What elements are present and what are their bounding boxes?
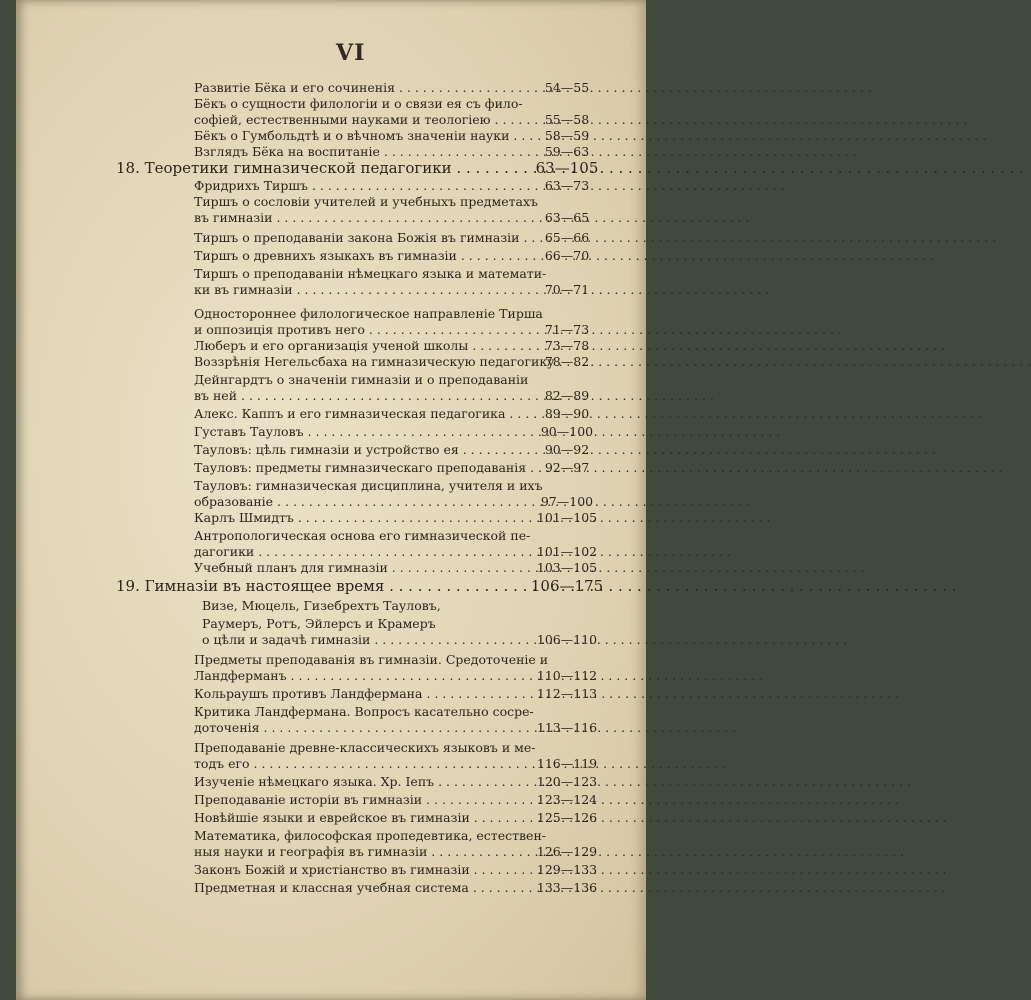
toc-entry-pages: 59—63 (544, 144, 590, 159)
toc-entry-title: Люберъ и его организація ученой школы . . . (194, 338, 516, 354)
toc-entry-title: Взглядъ Бёка на воспитаніе . . . (194, 144, 516, 160)
toc-entry-pages: 101—105 (536, 510, 598, 525)
toc-entry-title: Предметная и классная учебная система . . . (194, 880, 516, 896)
toc-entry-title: Критика Ландфермана. Вопросъ касательно сосре- (194, 704, 534, 719)
toc-entry (16, 282, 646, 298)
toc-entry-title: Изученіе нѣмецкаго языка. Хр. Iепъ . . . (194, 774, 516, 790)
toc-entry (16, 528, 646, 544)
toc-entry (16, 810, 646, 826)
toc-entry-title: Предметы преподаванія въ гимназіи. Средоточеніе и (194, 652, 549, 667)
toc-entry-title: Ландферманъ . . . (194, 668, 516, 684)
toc-entry-title: Тиршъ о древнихъ языкахъ въ гимназіи . . . (194, 248, 516, 264)
toc-entry (16, 792, 646, 808)
toc-entry (16, 598, 646, 614)
toc-entry-title: доточенія . . . (194, 720, 516, 736)
toc-entry-title: Алекс. Каппъ и его гимназическая педагогика . . . (194, 406, 516, 422)
toc-entry-pages: 63—73 (544, 178, 590, 193)
toc-entry (16, 178, 646, 194)
toc-entry (16, 560, 646, 576)
toc-entry-pages: 112—113 (536, 686, 598, 701)
toc-entry-pages: 63—105 (535, 159, 599, 177)
toc-entry (16, 248, 646, 264)
toc-entry (16, 686, 646, 702)
toc-entry-title: въ гимназіи . . . (194, 210, 516, 226)
toc-entry-title: въ ней . . . (194, 388, 516, 404)
toc-entry (16, 128, 646, 144)
toc-entry (16, 372, 646, 388)
toc-entry-title: Тауловъ: предметы гимназическаго преподаванія . . . (194, 460, 516, 476)
toc-entry-pages: 92—97 (544, 460, 590, 475)
toc-entry (16, 160, 646, 176)
toc-entry (16, 388, 646, 404)
toc-entry (16, 510, 646, 526)
toc-entry-title: Кольраушъ противъ Ландфермана . . . (194, 686, 516, 702)
toc-entry-pages: 78—82 (544, 354, 590, 369)
toc-entry (16, 230, 646, 246)
toc-entry (16, 740, 646, 756)
toc-entry (16, 210, 646, 226)
toc-entry-title: Антропологическая основа его гимназической пе- (194, 528, 531, 543)
toc-entry (16, 774, 646, 790)
toc-entry-pages: 126—129 (536, 844, 598, 859)
toc-entry-pages: 116—119 (536, 756, 598, 771)
toc-entry-title: 18. Теоретики гимназической педагогики . . . (116, 160, 516, 176)
book-page (16, 0, 646, 1000)
toc-entry (16, 704, 646, 720)
toc-entry (16, 828, 646, 844)
toc-entry-pages: 125—126 (536, 810, 598, 825)
toc-entry-title: о цѣли и задачѣ гимназіи . . . (202, 632, 516, 648)
toc-entry-pages: 103—105 (536, 560, 598, 575)
toc-entry-title: 19. Гимназіи въ настоящее время . . . (116, 578, 516, 594)
toc-entry-pages: 129—133 (536, 862, 598, 877)
toc-entry-pages: 106—175 (530, 577, 604, 595)
toc-entry-title: ки въ гимназіи . . . (194, 282, 516, 298)
toc-entry-pages: 54—55 (544, 80, 590, 95)
toc-entry (16, 112, 646, 128)
toc-entry (16, 494, 646, 510)
toc-entry (16, 652, 646, 668)
toc-entry-pages: 113—116 (536, 720, 598, 735)
toc-entry (16, 880, 646, 896)
toc-entry-title: Преподаваніе древне-классическихъ языковъ и ме- (194, 740, 536, 755)
toc-entry-pages: 82—89 (544, 388, 590, 403)
toc-entry-title: Тауловъ: цѣль гимназіи и устройство ея . . . (194, 442, 516, 458)
toc-entry-pages: 70—71 (544, 282, 590, 297)
toc-entry-title: Бёкъ о Гумбольдтѣ и о вѣчномъ значеніи науки . . . (194, 128, 516, 144)
toc-entry (16, 406, 646, 422)
toc-entry-title: Тиршъ о сословіи учителей и учебныхъ предметахъ (194, 194, 538, 209)
toc-entry-pages: 71—73 (544, 322, 590, 337)
toc-entry (16, 338, 646, 354)
toc-entry-pages: 55—58 (544, 112, 590, 127)
toc-entry-title: Законъ Божій и христіанство въ гимназіи . . . (194, 862, 516, 878)
toc-entry (16, 578, 646, 594)
table-of-contents (16, 0, 646, 1000)
toc-entry (16, 442, 646, 458)
toc-entry (16, 306, 646, 322)
toc-entry (16, 424, 646, 440)
toc-entry (16, 322, 646, 338)
toc-entry-pages: 101—102 (536, 544, 598, 559)
toc-entry-title: Густавъ Тауловъ . . . (194, 424, 516, 440)
toc-entry-title: Тиршъ о преподаваніи закона Божія въ гимназіи . . . (194, 230, 516, 246)
toc-entry-title: Бёкъ о сущности филологіи и о связи ея съ фило- (194, 96, 523, 111)
toc-entry-pages: 90—92 (544, 442, 590, 457)
toc-entry-title: Карлъ Шмидтъ . . . (194, 510, 516, 526)
toc-entry-pages: 123—124 (536, 792, 598, 807)
toc-entry (16, 632, 646, 648)
toc-entry-title: Раумеръ, Ротъ, Эйлерсъ и Крамеръ (202, 616, 436, 631)
toc-entry-title: Визе, Мюцель, Гизебрехтъ Тауловъ, (202, 598, 441, 613)
toc-entry-title: ныя науки и географія въ гимназіи . . . (194, 844, 516, 860)
toc-entry (16, 266, 646, 282)
toc-entry-title: Одностороннее филологическое направленіе Тирша (194, 306, 543, 321)
toc-entry-pages: 66—70 (544, 248, 590, 263)
toc-entry-pages: 110—112 (536, 668, 598, 683)
toc-entry-pages: 89—90 (544, 406, 590, 421)
toc-entry (16, 354, 646, 370)
toc-entry-title: и оппозиція противъ него . . . (194, 322, 516, 338)
toc-entry (16, 460, 646, 476)
toc-entry (16, 144, 646, 160)
toc-entry-title: дагогики . . . (194, 544, 516, 560)
toc-entry (16, 720, 646, 736)
toc-entry-pages: 120—123 (536, 774, 598, 789)
toc-entry-pages: 106—110 (536, 632, 598, 647)
toc-entry (16, 844, 646, 860)
toc-entry-title: Развитіе Бёка и его сочиненія . . . (194, 80, 516, 96)
toc-entry (16, 544, 646, 560)
toc-entry-pages: 133—136 (536, 880, 598, 895)
toc-entry-title: Воззрѣнія Негельсбаха на гимназическую педагогику . . . (194, 354, 516, 370)
toc-entry (16, 96, 646, 112)
toc-entry (16, 668, 646, 684)
toc-entry-title: Учебный планъ для гимназіи . . . (194, 560, 516, 576)
toc-entry (16, 80, 646, 96)
toc-entry-pages: 58—59 (544, 128, 590, 143)
toc-entry-title: Математика, философская пропедевтика, естествен- (194, 828, 547, 843)
toc-entry-title: Дейнгардтъ о значеніи гимназіи и о преподаваніи (194, 372, 529, 387)
toc-entry (16, 862, 646, 878)
toc-entry-pages: 90—100 (540, 424, 594, 439)
toc-entry-title: образованіе . . . (194, 494, 516, 510)
toc-entry (16, 478, 646, 494)
toc-entry-title: Тиршъ о преподаваніи нѣмецкаго языка и математи- (194, 266, 547, 281)
toc-entry-title: Преподаваніе исторіи въ гимназіи . . . (194, 792, 516, 808)
page-number: VI (336, 40, 366, 66)
toc-entry-title: Новѣйшіе языки и еврейское въ гимназіи . . . (194, 810, 516, 826)
toc-entry-title: Тауловъ: гимназическая дисциплина, учителя и ихъ (194, 478, 543, 493)
toc-entry-title: тодъ его . . . (194, 756, 516, 772)
toc-entry-pages: 73—78 (544, 338, 590, 353)
toc-entry-title: Фридрихъ Тиршъ . . . (194, 178, 516, 194)
toc-entry-pages: 97—100 (540, 494, 594, 509)
toc-entry (16, 756, 646, 772)
toc-entry (16, 616, 646, 632)
toc-entry-title: софіей, естественными науками и теологіею . . . (194, 112, 516, 128)
toc-entry (16, 194, 646, 210)
toc-entry-pages: 63—65 (544, 210, 590, 225)
toc-entry-pages: 65—66 (544, 230, 590, 245)
